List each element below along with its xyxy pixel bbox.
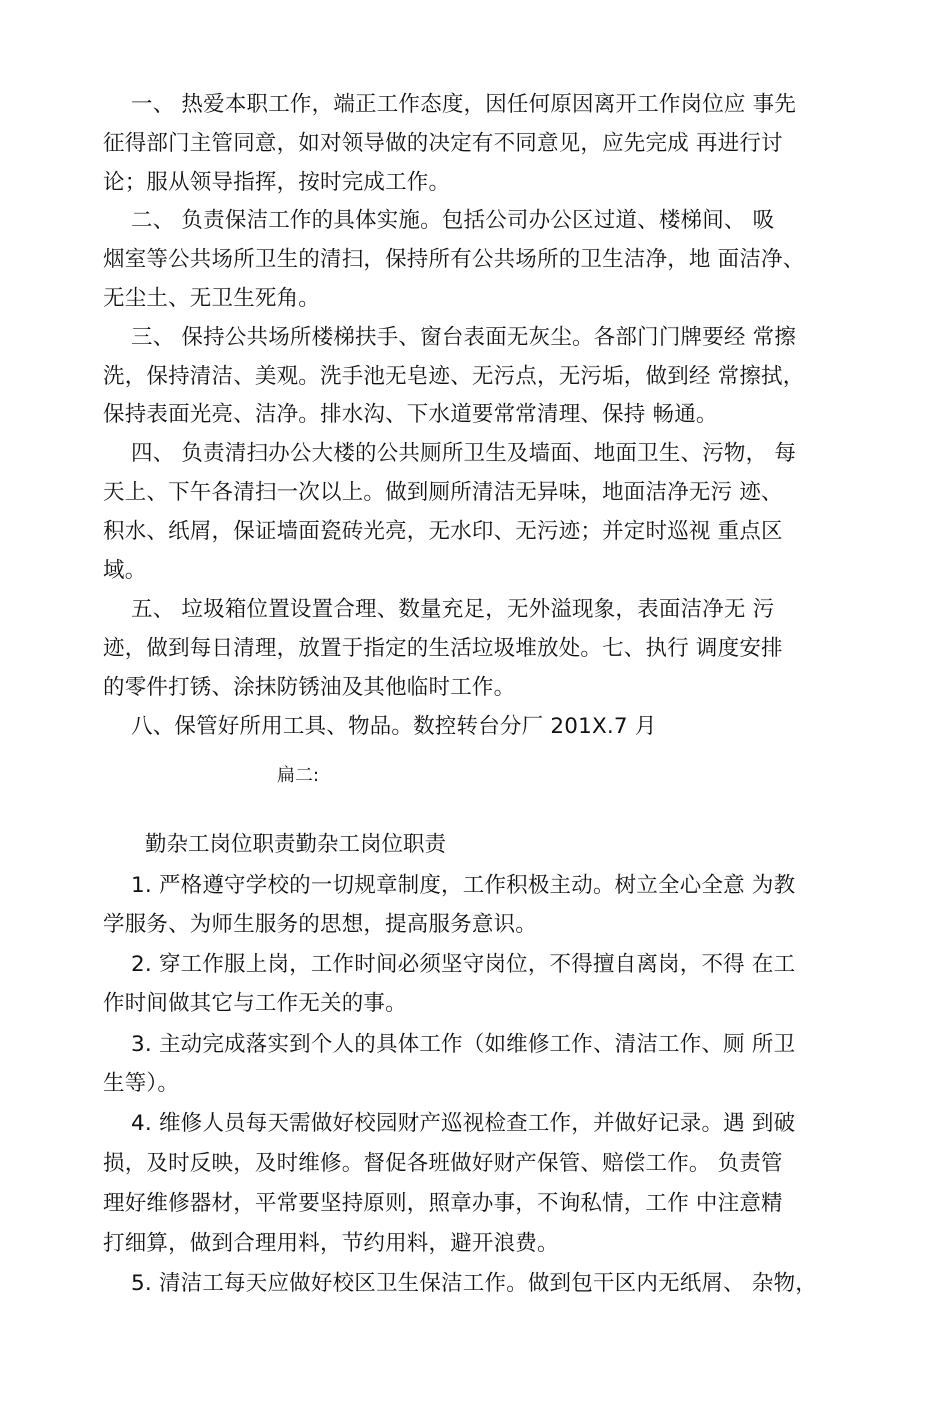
paragraph-line: 1. 严格遵守学校的一切规章制度，工作积极主动。树立全心全意 为教 <box>131 873 796 898</box>
paragraph-line: 作时间做其它与工作无关的事。 <box>103 991 407 1016</box>
paragraph-line: 二、 负责保洁工作的具体实施。包括公司办公区过道、楼梯间、 吸 <box>131 208 775 233</box>
paragraph-line: 天上、下午各清扫一次以上。做到厕所清洁无异味，地面洁净无污 迹、 <box>103 480 783 505</box>
paragraph-line: 迹，做到每日清理，放置于指定的生活垃圾堆放处。七、执行 调度安排 <box>103 636 783 661</box>
paragraph-line: 四、 负责清扫办公大楼的公共厕所卫生及墙面、地面卫生、污物， 每 <box>131 441 797 466</box>
paragraph-line: 损，及时反映，及时维修。督促各班做好财产保管、赔偿工作。 负责管 <box>103 1151 783 1176</box>
paragraph-line: 五、 垃圾箱位置设置合理、数量充足，无外溢现象，表面洁净无 污 <box>131 597 775 622</box>
paragraph-line: 论；服从领导指挥，按时完成工作。 <box>103 170 451 195</box>
paragraph-line: 洗，保持清洁、美观。洗手池无皂迹、无污点，无污垢，做到经 常擦拭， <box>103 364 805 389</box>
paragraph-line: 征得部门主管同意，如对领导做的决定有不同意见，应先完成 再进行讨 <box>103 131 783 156</box>
paragraph-line: 学服务、为师生服务的思想，提高服务意识。 <box>103 912 538 937</box>
paragraph-line: 保持表面光亮、洁净。排水沟、下水道要常常清理、保持 畅通。 <box>103 402 718 427</box>
section-subheading: 扁二: <box>277 765 320 786</box>
paragraph-line: 积水、纸屑，保证墙面瓷砖光亮，无水印、无污迹；并定时巡视 重点区 <box>103 519 783 544</box>
paragraph-line: 八、保管好所用工具、物品。数控转台分厂 201X.7 月 <box>131 714 657 739</box>
paragraph-line: 一、 热爱本职工作，端正工作态度，因任何原因离开工作岗位应 事先 <box>131 92 797 117</box>
paragraph-line: 三、 保持公共场所楼梯扶手、窗台表面无灰尘。各部门门牌要经 常擦 <box>131 325 797 350</box>
paragraph-line: 5. 清洁工每天应做好校区卫生保洁工作。做到包干区内无纸屑、 杂物， <box>131 1271 817 1296</box>
paragraph-line: 的零件打锈、涂抹防锈油及其他临时工作。 <box>103 675 516 700</box>
paragraph-line: 打细算，做到合理用料，节约用料，避开浪费。 <box>103 1231 559 1256</box>
paragraph-line: 域。 <box>103 558 147 583</box>
section-title: 勤杂工岗位职责勤杂工岗位职责 <box>145 832 447 857</box>
paragraph-line: 无尘土、无卫生死角。 <box>103 286 321 311</box>
paragraph-line: 烟室等公共场所卫生的清扫，保持所有公共场所的卫生洁净，地 面洁净、 <box>103 247 805 272</box>
paragraph-line: 4. 维修人员每天需做好校园财产巡视检查工作，并做好记录。遇 到破 <box>131 1111 796 1136</box>
paragraph-line: 3. 主动完成落实到个人的具体工作（如维修工作、清洁工作、厕 所卫 <box>131 1032 796 1057</box>
paragraph-line: 2. 穿工作服上岗，工作时间必须坚守岗位，不得擅自离岗，不得 在工 <box>131 952 796 977</box>
paragraph-line: 生等）。 <box>103 1071 180 1096</box>
paragraph-line: 理好维修器材，平常要坚持原则，照章办事，不询私情，工作 中注意精 <box>103 1191 783 1216</box>
